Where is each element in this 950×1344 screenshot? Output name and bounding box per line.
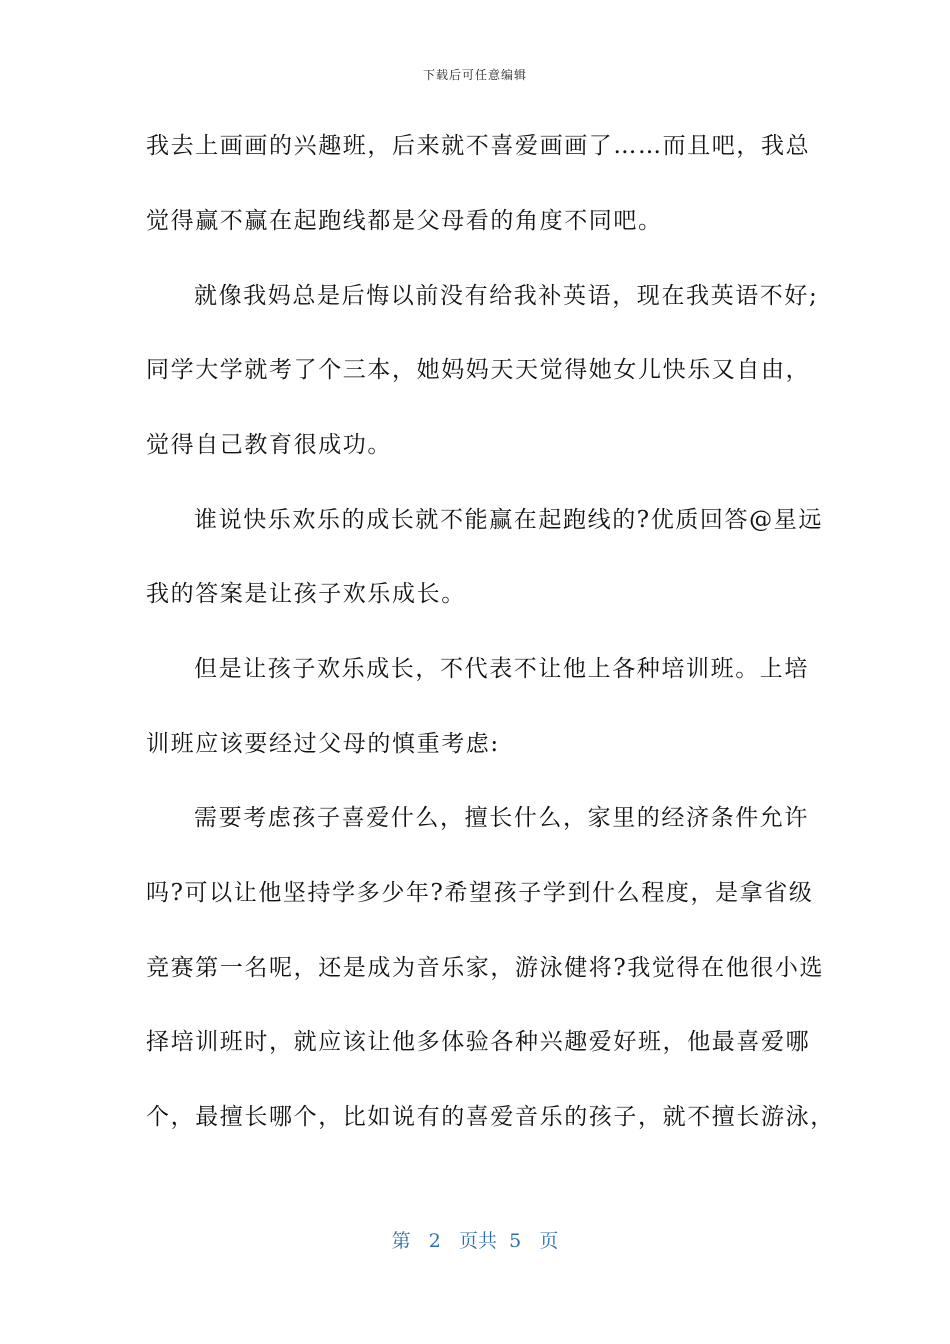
page-number-footer	[0, 1226, 950, 1253]
text-line: 同学大学就考了个三本，她妈妈天天觉得她女儿快乐又自由，	[146, 357, 811, 383]
paragraph-start-line: 但是让孩子欢乐成长，不代表不让他上各种培训班。上培	[194, 656, 809, 682]
footer-middle: 页共	[459, 1230, 498, 1252]
text-line: 吗?可以让他坚持学多少年?希望孩子学到什么程度，是拿省级	[146, 880, 814, 906]
text-line: 训班应该要经过父母的慎重考虑:	[146, 731, 500, 757]
paragraph-start-line: 谁说快乐欢乐的成长就不能赢在起跑线的?优质回答@星远	[194, 507, 823, 533]
paragraph-start-line: 需要考虑孩子喜爱什么，擅长什么，家里的经济条件允许	[194, 805, 809, 831]
text-line: 个，最擅长哪个，比如说有的喜爱音乐的孩子，就不擅长游泳，	[146, 1104, 835, 1130]
text-line: 竞赛第一名呢，还是成为音乐家，游泳健将?我觉得在他很小选	[146, 955, 825, 981]
text-line: 择培训班时，就应该让他多体验各种兴趣爱好班，他最喜爱哪	[146, 1029, 811, 1055]
text-line: 觉得自己教育很成功。	[146, 432, 392, 458]
text-line: 我的答案是让孩子欢乐成长。	[146, 581, 466, 607]
paragraph-start-line: 就像我妈总是后悔以前没有给我补英语，现在我英语不好;	[194, 283, 819, 309]
text-line: 我去上画画的兴趣班，后来就不喜爱画画了……而且吧，我总	[146, 133, 811, 159]
footer-suffix: 页	[539, 1230, 559, 1252]
header-note: 下载后可任意编辑	[422, 68, 527, 82]
text-line: 觉得赢不赢在起跑线都是父母看的角度不同吧。	[146, 208, 663, 234]
total-pages-number: 5	[509, 1230, 522, 1252]
footer-prefix: 第	[391, 1230, 411, 1252]
current-page-number: 2	[428, 1230, 441, 1252]
